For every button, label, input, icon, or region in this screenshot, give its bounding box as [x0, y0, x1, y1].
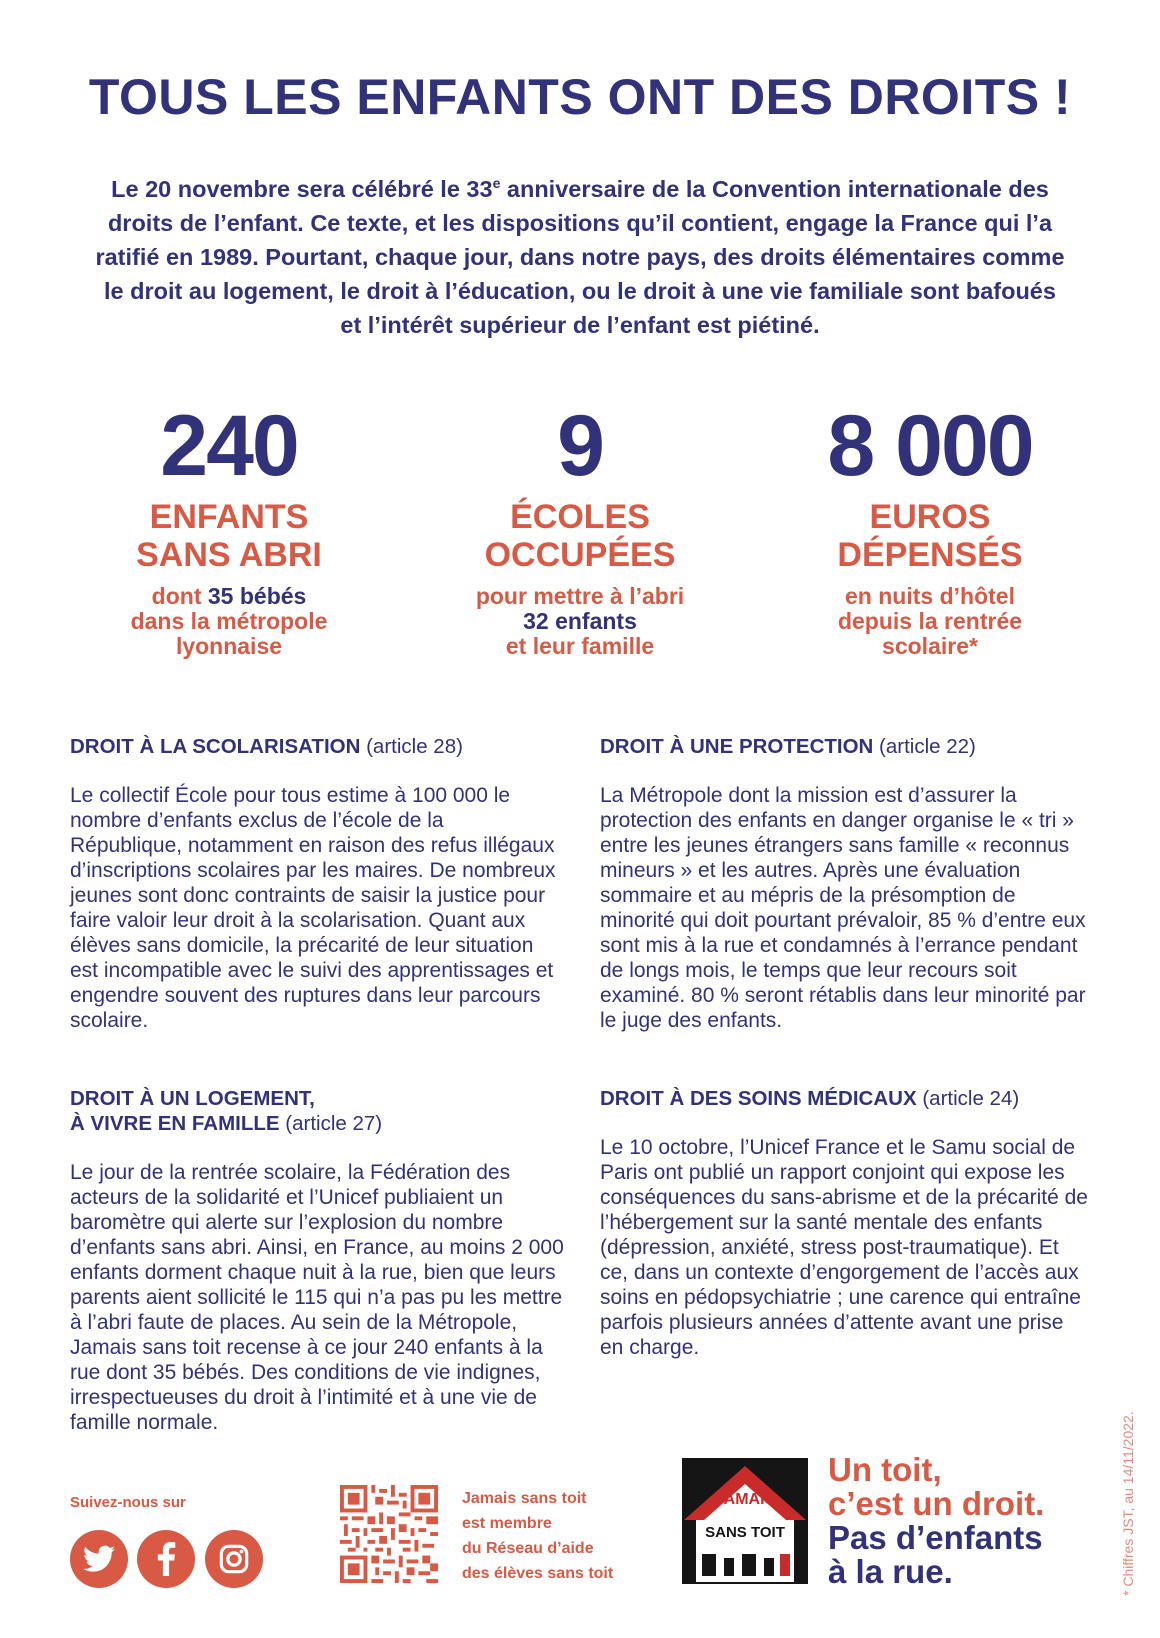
- section-body-protection: La Métropole dont la mission est d’assurer la protection des enfants en danger organise le « tri » entre les jeunes étrangers sans famille « reconnus mineurs » et les autres. Après une évaluation sommaire et au mépris de la présomption de minorité qui doit pourtant prévaloir, 85 % d’entre eux sont mis à la rue et condamnés à l’errance pendant de longs mois, le temps que leur recours soit examiné. 80 % seront rétablis dans leur minorité par le juge des enfants.: [600, 784, 1086, 1032]
- section-title-line2: À VIVRE EN FAMILLE: [70, 1112, 280, 1135]
- section-title: DROIT À DES SOINS MÉDICAUX: [600, 1087, 917, 1110]
- stat-label: ÉCOLES OCCUPÉES: [484, 498, 676, 574]
- section-title-line1: DROIT À UN LOGEMENT,: [70, 1087, 315, 1110]
- instagram-link[interactable]: [205, 1530, 263, 1588]
- section-article: (article 27): [279, 1112, 383, 1135]
- slogan-line: Pas d’enfants: [828, 1519, 1043, 1556]
- logo-text-sans-toit: SANS TOIT: [705, 1524, 785, 1541]
- stat-detail-a: pour mettre à l’abri: [475, 583, 685, 609]
- section-body-logement: Le jour de la rentrée scolaire, la Fédération des acteurs de la solidarité et l’Unicef publiaient un baromètre qui alerte sur l’explosion du nombre d’enfants sans abri. Ainsi, en France, au moins 2 000 enfants dorment chaque nuit à la rue, bien que leurs parents aient sollicité le 115 qui n’a pas pu les mettre à l’abri faute de places. Au sein de la Métropole, Jamais sans toit recense à ce jour 240 enfants à la rue dont 35 bébés. Des conditions de vie indignes, irrespectueuses du droit à l’intimité et à une vie de famille normale.: [70, 1161, 564, 1434]
- intro-text-start: Le 20 novembre sera célébré le 33: [111, 175, 493, 202]
- intro-text-rest: anniversaire de la Convention internationale des droits de l’enfant. Ce texte, et les dispositions qu’il contient, engage la France qui l’a ratifié en 1989. Pourtant, chaque jour, dans notre pays, des droits élémentaires comme le droit au logement, le droit à l’éducation, ou le droit à une vie familiale sont bafoués et l’intérêt supérieur de l’enfant est piétiné.: [95, 175, 1065, 338]
- slogan-line: c’est un droit.: [828, 1485, 1045, 1522]
- stat-detail-c: dans la métropole lyonnaise: [130, 608, 328, 659]
- instagram-icon: [218, 1543, 250, 1575]
- network-membership: [462, 1486, 652, 1586]
- stat-schools: [415, 400, 745, 659]
- stat-detail: [765, 584, 1095, 659]
- intro-superscript: e: [492, 175, 501, 191]
- facebook-icon: [156, 1542, 176, 1576]
- section-heading-scolarisation: [70, 734, 550, 759]
- section-body-soins: Le 10 octobre, l’Unicef France et le Samu social de Paris ont publié un rapport conjoint qui expose les conséquences du sans-abrisme et de la précarité de l’hébergement sur la santé mentale des enfants (dépression, anxiété, stress post-traumatique). Et ce, dans un contexte d’engorgement de l’accès aux soins en pédopsychiatrie ; une carence qui entraîne parfois plusieurs années d’attente avant une prise en charge.: [600, 1136, 1088, 1359]
- section-article: (article 24): [916, 1087, 1020, 1110]
- twitter-icon: [83, 1545, 115, 1573]
- section-title: DROIT À LA SCOLARISATION: [70, 735, 361, 758]
- section-title: DROIT À UNE PROTECTION: [600, 735, 874, 758]
- qr-code[interactable]: [340, 1485, 438, 1583]
- membership-line: des élèves sans toit: [462, 1565, 614, 1582]
- membership-line: du Réseau d’aide: [462, 1540, 594, 1557]
- stat-detail: [64, 584, 394, 659]
- stat-detail-c: scolaire*: [882, 633, 978, 659]
- stat-number: 8 000: [827, 398, 1033, 494]
- stat-detail-a: en nuits d’hôtel: [845, 583, 1015, 609]
- stat-children: [64, 400, 394, 659]
- stat-detail-c: et leur famille: [505, 633, 655, 659]
- stat-detail: [415, 584, 745, 659]
- slogan-line: Un toit,: [828, 1451, 942, 1488]
- slogan: [828, 1453, 1078, 1589]
- stat-detail-b: depuis la rentrée: [837, 608, 1023, 634]
- membership-line: est membre: [462, 1515, 552, 1532]
- twitter-link[interactable]: [70, 1530, 128, 1588]
- section-heading-protection: [600, 734, 1100, 759]
- source-footnote: * Chiffres JST, au 14/11/2022.: [1120, 1411, 1136, 1596]
- facebook-link[interactable]: [137, 1530, 195, 1588]
- house-logo: [682, 1458, 808, 1584]
- page-title: TOUS LES ENFANTS ONT DES DROITS !: [88, 69, 1072, 125]
- logo-text-jamais: JAMAIS: [714, 1491, 776, 1508]
- stat-label: EUROS DÉPENSÉS: [837, 498, 1023, 574]
- stat-detail-b: 35 bébés: [207, 583, 307, 609]
- jamais-sans-toit-logo: [682, 1458, 808, 1584]
- stat-detail-a: dont: [151, 583, 208, 609]
- section-article: (article 22): [873, 735, 976, 758]
- follow-label: Suivez-nous sur: [70, 1494, 186, 1511]
- stat-number: 240: [160, 398, 298, 494]
- stat-euros: [765, 400, 1095, 659]
- section-body-scolarisation: Le collectif École pour tous estime à 100 000 le nombre d’enfants exclus de l’école de la République, notamment en raison des refus illégaux d’inscriptions scolaires par les maires. De nombreux jeunes sont donc contraints de saisir la justice pour faire valoir leur droit à la scolarisation. Quant aux élèves sans domicile, la précarité de leur situation est incompatible avec le suivi des apprentissages et engendre souvent des ruptures dans leur parcours scolaire.: [70, 784, 556, 1032]
- stat-label: ENFANTS SANS ABRI: [136, 498, 322, 574]
- section-article: (article 28): [360, 735, 463, 758]
- section-heading-soins: [600, 1086, 1100, 1111]
- intro-paragraph: [92, 166, 1068, 342]
- stat-detail-b: 32 enfants: [523, 608, 637, 634]
- stat-number: 9: [557, 398, 603, 494]
- membership-line: Jamais sans toit: [462, 1490, 587, 1507]
- slogan-line: à la rue.: [828, 1553, 953, 1590]
- section-heading-logement: [70, 1086, 550, 1136]
